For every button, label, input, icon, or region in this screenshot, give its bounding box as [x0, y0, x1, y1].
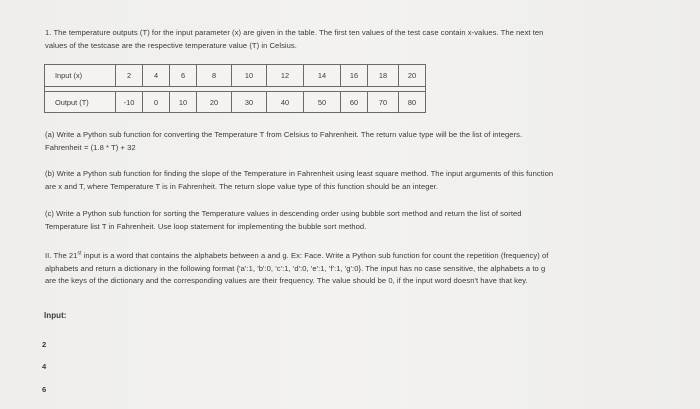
output-cell: 60 — [341, 92, 368, 113]
input-heading: Input: — [44, 311, 67, 320]
output-label: Output (T) — [45, 92, 116, 113]
output-cell: 80 — [399, 92, 426, 113]
output-cell: 30 — [232, 92, 267, 113]
part-a-line-2: Fahrenheit = (1.8 * T) + 32 — [45, 142, 136, 152]
temperature-table — [44, 64, 426, 113]
output-cell: 40 — [267, 92, 304, 113]
intro-paragraph — [45, 27, 543, 52]
input-cell: 6 — [170, 65, 197, 87]
output-row — [45, 92, 426, 113]
input-label: Input (x) — [45, 65, 116, 87]
input-cell: 2 — [116, 65, 143, 87]
part-ii-prefix: II. The 21 — [45, 251, 78, 260]
input-row — [45, 65, 426, 87]
input-cell: 14 — [304, 65, 341, 87]
output-cell: 50 — [304, 92, 341, 113]
part-b-line-1: (b) Write a Python sub function for finding the slope of the Temperature in Fahrenheit using least square method. The input arguments of this function — [45, 169, 554, 178]
part-c-line-1: (c) Write a Python sub function for sorting the Temperature values in descending order using bubble sort method and return the list of sorted — [45, 209, 522, 218]
input-cell: 4 — [143, 65, 170, 87]
input-cell: 8 — [197, 65, 232, 87]
output-cell: 70 — [368, 92, 399, 113]
part-b-paragraph — [45, 168, 553, 193]
part-ii-rest: input is a word that contains the alphabets between a and g. Ex: Face. Write a Python sub function for count the repetition (frequency) of — [81, 251, 549, 260]
output-cell: 20 — [197, 92, 232, 113]
part-c-paragraph — [45, 208, 522, 233]
part-ii-line-2: alphabets and return a dictionary in the following format {'a':1, 'b':0, 'c':1, 'd':0, 'e':1, 'f':1, 'g':0}. The input has no case sensitive, the alphabets a to g — [45, 263, 546, 273]
part-a-paragraph — [45, 129, 522, 154]
part-ii-paragraph — [45, 250, 548, 288]
input-cell: 20 — [399, 65, 426, 87]
ordinal-suffix: st — [77, 250, 82, 257]
part-ii-line-3: are the keys of the dictionary and the corresponding values are their frequency. The value should be 0, if the input word doesn't have that key. — [45, 276, 528, 285]
part-c-line-2: Temperature list T in Fahrenheit. Use loop statement for implementing the bubble sort method. — [45, 221, 367, 231]
output-cell: 10 — [170, 92, 197, 113]
part-b-line-2: are x and T, where Temperature T is in Fahrenheit. The return slope value type of this function should be an integer. — [45, 181, 439, 191]
input-cell: 10 — [232, 65, 267, 87]
output-cell: -10 — [116, 92, 143, 113]
input-number: 6 — [42, 385, 47, 394]
input-number: 4 — [42, 362, 47, 371]
intro-line-1: 1. The temperature outputs (T) for the input parameter (x) are given in the table. The first ten values of the test case contain x-values. The next ten — [45, 28, 544, 37]
input-cell: 12 — [267, 65, 304, 87]
input-number: 2 — [42, 340, 47, 349]
part-a-line-1: (a) Write a Python sub function for converting the Temperature T from Celsius to Fahrenheit. The return value type will be the list of integers. — [45, 130, 523, 139]
input-cell: 16 — [341, 65, 368, 87]
part-ii-line-1 — [45, 250, 548, 263]
input-cell: 18 — [368, 65, 399, 87]
intro-line-2: values of the testcase are the respective temperature value (T) in Celsius. — [45, 40, 297, 50]
output-cell: 0 — [143, 92, 170, 113]
